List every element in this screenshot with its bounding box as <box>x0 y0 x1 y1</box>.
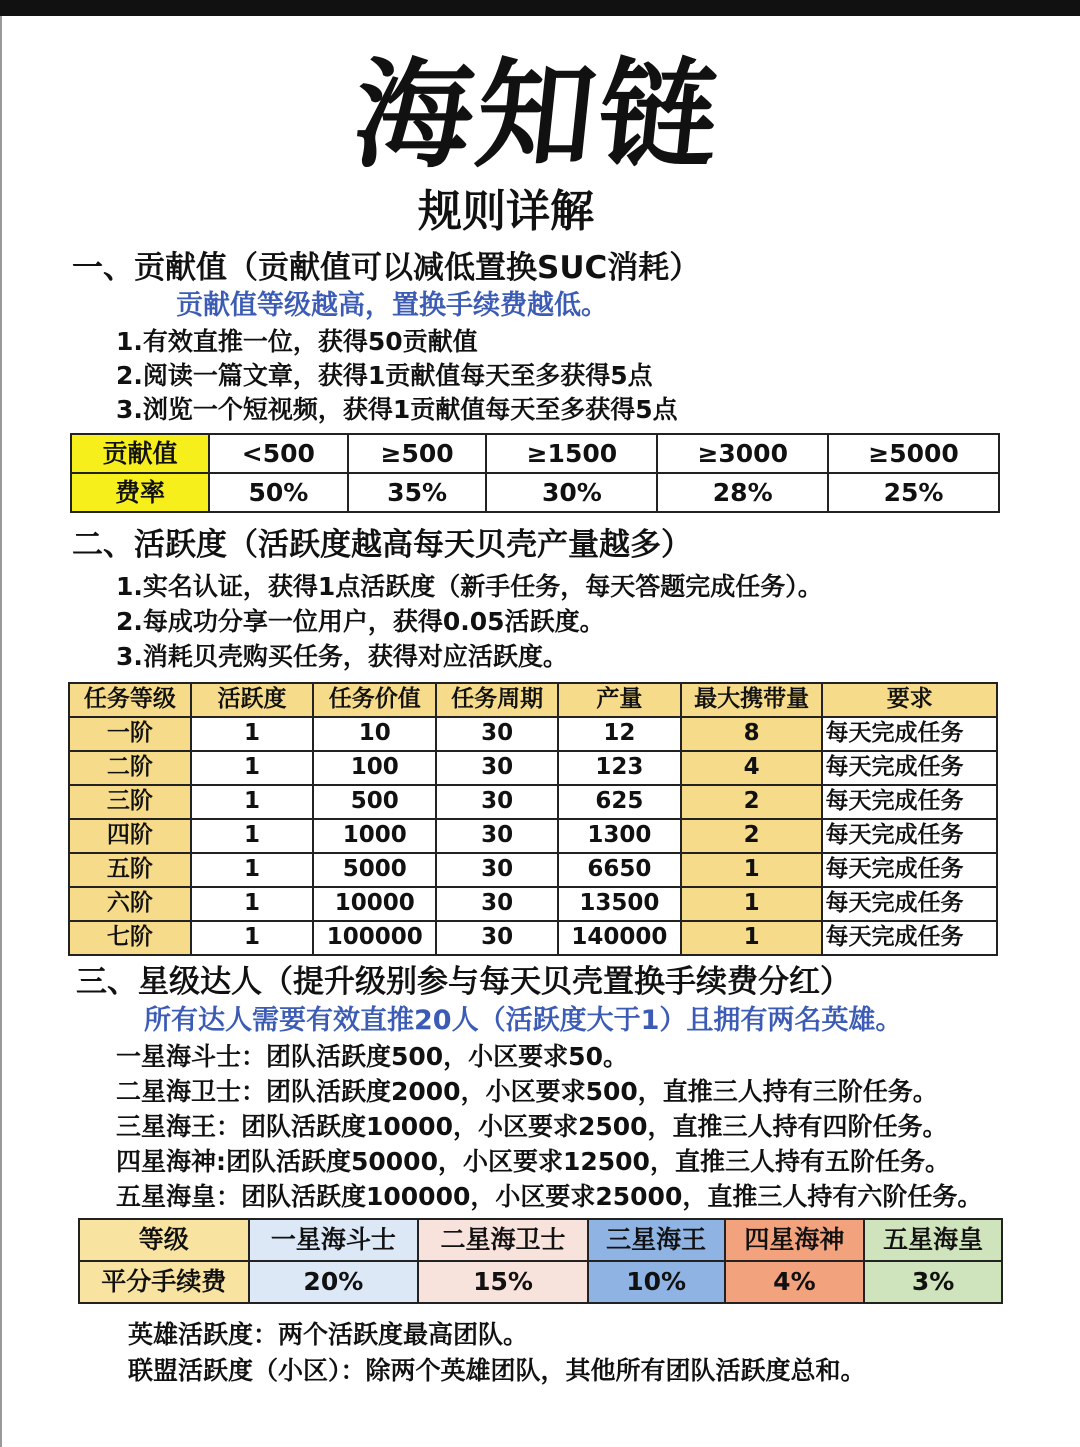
cell: 30% <box>486 473 657 512</box>
cell: ≥5000 <box>828 434 999 473</box>
cell: 一阶 <box>69 717 191 751</box>
cell: 四阶 <box>69 819 191 853</box>
cell: ≥3000 <box>657 434 828 473</box>
cell: 每天完成任务 <box>822 887 997 921</box>
cell: 2 <box>681 785 823 819</box>
table-row <box>69 853 997 887</box>
cell: 七阶 <box>69 921 191 955</box>
table-row <box>69 887 997 921</box>
cell: 6650 <box>558 853 681 887</box>
cell: 50% <box>209 473 348 512</box>
table-row <box>79 1219 1002 1261</box>
cell: 10 <box>313 717 436 751</box>
cell: 30 <box>436 887 558 921</box>
cell: 30 <box>436 921 558 955</box>
table-row <box>69 785 997 819</box>
subtitle: 规则详解 <box>418 186 594 237</box>
cell: 五星海皇 <box>864 1219 1002 1261</box>
section2-item: 2.每成功分享一位用户，获得0.05活跃度。 <box>116 607 605 636</box>
section3-item: 四星海神:团队活跃度50000，小区要求12500，直推三人持有五阶任务。 <box>116 1147 950 1176</box>
table-header-row <box>69 683 997 717</box>
cell: 625 <box>558 785 681 819</box>
section1-item: 2.阅读一篇文章，获得1贡献值每天至多获得5点 <box>116 361 653 390</box>
table-row <box>69 751 997 785</box>
footer-note: 联盟活跃度（小区）：除两个英雄团队，其他所有团队活跃度总和。 <box>128 1356 866 1385</box>
cell: 1300 <box>558 819 681 853</box>
cell: 4% <box>725 1261 865 1303</box>
section1-heading: 一、贡献值（贡献值可以减低置换SUC消耗） <box>72 250 701 286</box>
cell: 30 <box>436 819 558 853</box>
cell: 活跃度 <box>191 683 314 717</box>
cell: 28% <box>657 473 828 512</box>
section3-note: 所有达人需要有效直推20人（活跃度大于1）且拥有两名英雄。 <box>144 1005 903 1036</box>
logo-title: 海知链 <box>347 45 729 184</box>
cell: 贡献值 <box>71 434 209 473</box>
cell: 8 <box>681 717 823 751</box>
section3-item: 五星海皇：团队活跃度100000，小区要求25000，直推三人持有六阶任务。 <box>116 1182 983 1211</box>
cell: 任务等级 <box>69 683 191 717</box>
cell: 每天完成任务 <box>822 785 997 819</box>
cell: 三星海王 <box>588 1219 725 1261</box>
table-row <box>69 819 997 853</box>
cell: 30 <box>436 717 558 751</box>
cell: 123 <box>558 751 681 785</box>
cell: 30 <box>436 751 558 785</box>
cell: 20% <box>249 1261 419 1303</box>
cell: 1 <box>681 853 823 887</box>
cell: 1 <box>191 751 314 785</box>
cell: 任务周期 <box>436 683 558 717</box>
cell: 30 <box>436 785 558 819</box>
cell: 费率 <box>71 473 209 512</box>
section1-item: 3.浏览一个短视频，获得1贡献值每天至多获得5点 <box>116 395 678 424</box>
section2-heading: 二、活跃度（活跃度越高每天贝壳产量越多） <box>72 527 692 563</box>
cell: 2 <box>681 819 823 853</box>
cell: 100 <box>313 751 436 785</box>
cell: 要求 <box>822 683 997 717</box>
section3-item: 三星海王：团队活跃度10000，小区要求2500，直推三人持有四阶任务。 <box>116 1112 948 1141</box>
cell: 1 <box>191 887 314 921</box>
contribution-fee-table <box>70 433 1000 513</box>
section3-item: 二星海卫士：团队活跃度2000，小区要求500，直推三人持有三阶任务。 <box>116 1077 938 1106</box>
cell: 1 <box>681 921 823 955</box>
cell: 二阶 <box>69 751 191 785</box>
cell: <500 <box>209 434 348 473</box>
cell: ≥500 <box>348 434 487 473</box>
cell: 3% <box>864 1261 1002 1303</box>
cell: 12 <box>558 717 681 751</box>
cell: 产量 <box>558 683 681 717</box>
section1-note: 贡献值等级越高，置换手续费越低。 <box>176 290 608 321</box>
cell: 1 <box>191 785 314 819</box>
footer-note: 英雄活跃度：两个活跃度最高团队。 <box>128 1320 529 1349</box>
table-row <box>69 717 997 751</box>
section3-heading: 三、星级达人（提升级别参与每天贝壳置换手续费分红） <box>76 964 851 1000</box>
cell: 15% <box>418 1261 588 1303</box>
cell: 30 <box>436 853 558 887</box>
cell: ≥1500 <box>486 434 657 473</box>
cell: 10000 <box>313 887 436 921</box>
table-row <box>79 1261 1002 1303</box>
cell: 1 <box>681 887 823 921</box>
task-level-table <box>68 682 998 956</box>
cell: 25% <box>828 473 999 512</box>
cell: 35% <box>348 473 487 512</box>
section2-item: 1.实名认证，获得1点活跃度（新手任务，每天答题完成任务）。 <box>116 572 823 601</box>
cell: 每天完成任务 <box>822 853 997 887</box>
cell: 4 <box>681 751 823 785</box>
cell: 平分手续费 <box>79 1261 249 1303</box>
cell: 最大携带量 <box>681 683 823 717</box>
left-border <box>0 16 2 1447</box>
cell: 10% <box>588 1261 725 1303</box>
cell: 140000 <box>558 921 681 955</box>
section1-item: 1.有效直推一位，获得50贡献值 <box>116 327 478 356</box>
cell: 三阶 <box>69 785 191 819</box>
star-level-table <box>78 1218 1003 1304</box>
cell: 任务价值 <box>313 683 436 717</box>
cell: 500 <box>313 785 436 819</box>
cell: 一星海斗士 <box>249 1219 419 1261</box>
cell: 100000 <box>313 921 436 955</box>
table-row <box>69 921 997 955</box>
cell: 5000 <box>313 853 436 887</box>
cell: 每天完成任务 <box>822 717 997 751</box>
cell: 五阶 <box>69 853 191 887</box>
top-bar <box>0 0 1080 16</box>
cell: 1 <box>191 819 314 853</box>
cell: 1000 <box>313 819 436 853</box>
cell: 1 <box>191 921 314 955</box>
cell: 1 <box>191 853 314 887</box>
section2-item: 3.消耗贝壳购买任务，获得对应活跃度。 <box>116 642 568 671</box>
cell: 每天完成任务 <box>822 819 997 853</box>
section3-item: 一星海斗士：团队活跃度500，小区要求50。 <box>116 1042 628 1071</box>
cell: 13500 <box>558 887 681 921</box>
cell: 二星海卫士 <box>418 1219 588 1261</box>
cell: 等级 <box>79 1219 249 1261</box>
cell: 四星海神 <box>725 1219 865 1261</box>
cell: 每天完成任务 <box>822 921 997 955</box>
cell: 每天完成任务 <box>822 751 997 785</box>
cell: 1 <box>191 717 314 751</box>
cell: 六阶 <box>69 887 191 921</box>
